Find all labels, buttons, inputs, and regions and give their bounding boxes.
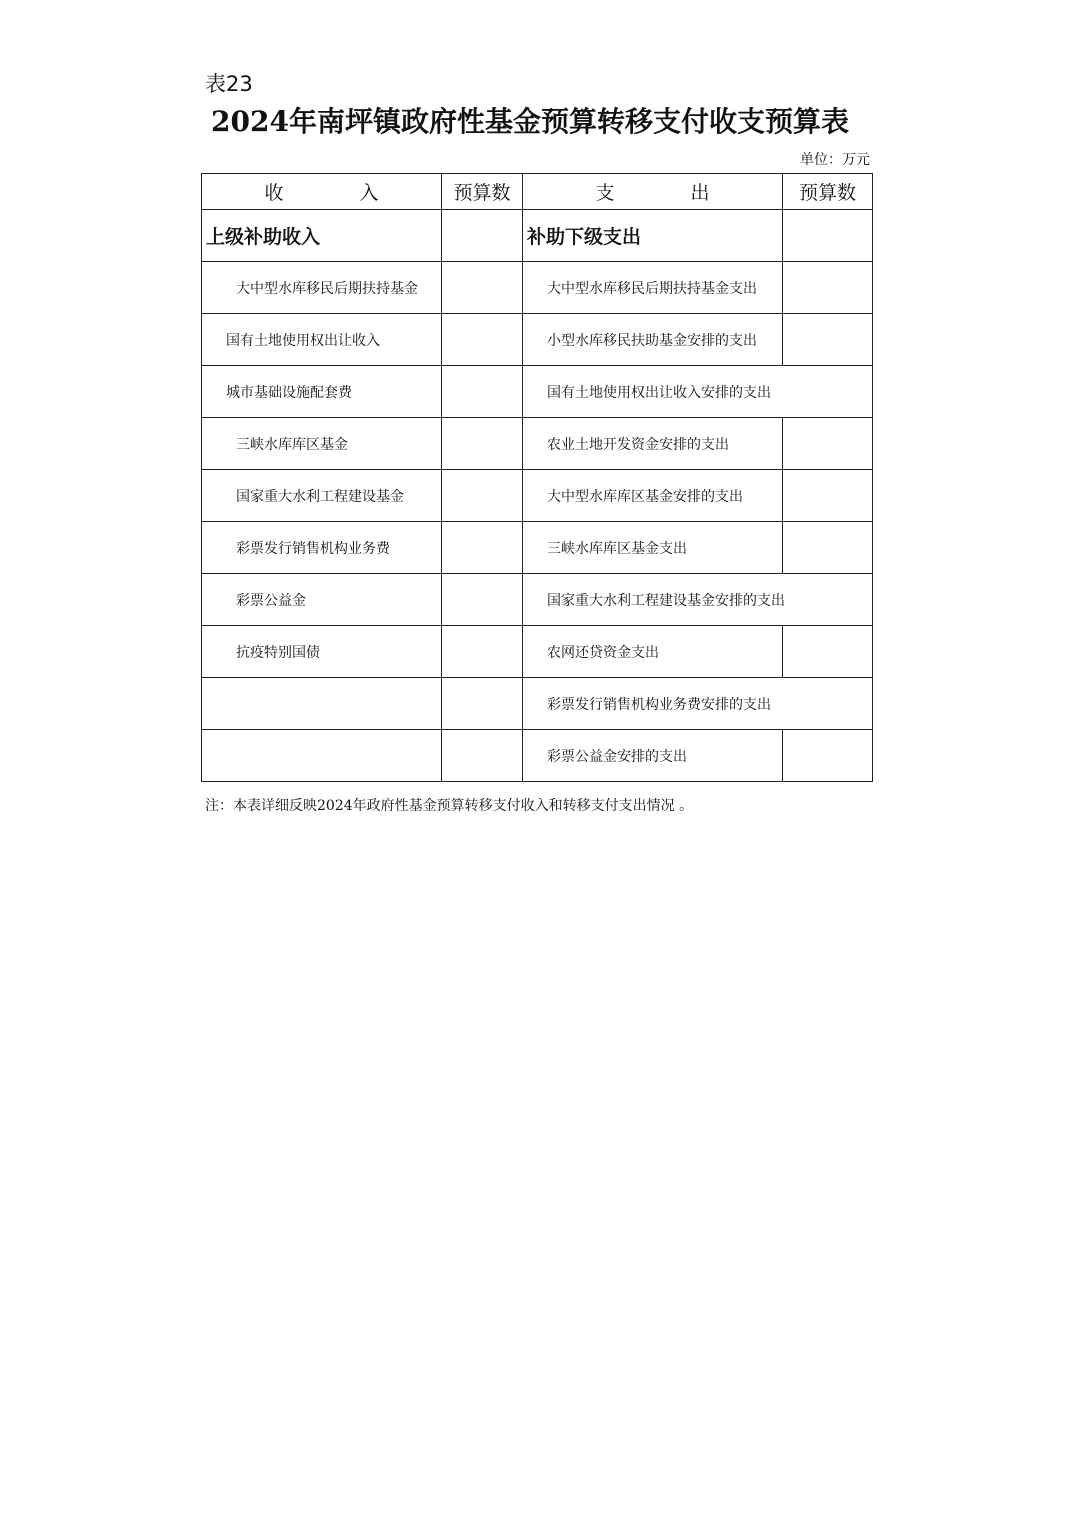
- income-item: 城市基础设施配套费: [202, 366, 442, 418]
- income-item: 国家重大水利工程建设基金: [202, 470, 442, 522]
- income-item: 大中型水库移民后期扶持基金: [202, 262, 442, 314]
- footnote: 注：本表详细反映2024年政府性基金预算转移支付收入和转移支付支出情况 。: [205, 798, 694, 814]
- income-value: [442, 314, 523, 366]
- expense-value: [783, 418, 873, 470]
- income-value: [442, 470, 523, 522]
- header-expense: 支 出: [523, 174, 783, 210]
- income-value: [442, 262, 523, 314]
- table-row: [202, 574, 873, 626]
- income-value: [442, 678, 523, 730]
- expense-item: 彩票发行销售机构业务费安排的支出: [523, 678, 873, 730]
- income-item: 三峡水库库区基金: [202, 418, 442, 470]
- header-income-budget: 预算数: [442, 174, 523, 210]
- expense-item: 农业土地开发资金安排的支出: [523, 418, 783, 470]
- income-item: 彩票公益金: [202, 574, 442, 626]
- income-item: 彩票发行销售机构业务费: [202, 522, 442, 574]
- section-expense: 补助下级支出: [523, 210, 783, 262]
- table-row: [202, 626, 873, 678]
- table-row: [202, 470, 873, 522]
- income-value: [442, 366, 523, 418]
- expense-item: 三峡水库库区基金支出: [523, 522, 783, 574]
- table-row: [202, 366, 873, 418]
- table-header-row: [202, 174, 873, 210]
- expense-value: [783, 262, 873, 314]
- table-number: 表23: [205, 72, 253, 96]
- table-row: [202, 262, 873, 314]
- income-item: 国有土地使用权出让收入: [202, 314, 442, 366]
- table-row: [202, 522, 873, 574]
- expense-item: 农网还贷资金支出: [523, 626, 783, 678]
- table-row: [202, 418, 873, 470]
- page-title: 2024年南坪镇政府性基金预算转移支付收支预算表: [211, 105, 849, 138]
- section-income-value: [442, 210, 523, 262]
- header-income: 收 入: [202, 174, 442, 210]
- section-income: 上级补助收入: [202, 210, 442, 262]
- section-expense-value: [783, 210, 873, 262]
- expense-item: 大中型水库库区基金安排的支出: [523, 470, 783, 522]
- expense-item: 彩票公益金安排的支出: [523, 730, 783, 782]
- income-value: [442, 626, 523, 678]
- table-row: [202, 314, 873, 366]
- expense-item: 大中型水库移民后期扶持基金支出: [523, 262, 783, 314]
- income-item: [202, 730, 442, 782]
- expense-value: [783, 522, 873, 574]
- section-row: [202, 210, 873, 262]
- unit-label: 单位：万元: [800, 152, 870, 168]
- expense-value: [783, 730, 873, 782]
- income-value: [442, 730, 523, 782]
- expense-value: [783, 470, 873, 522]
- income-value: [442, 574, 523, 626]
- expense-item: 国家重大水利工程建设基金安排的支出: [523, 574, 873, 626]
- expense-item: 国有土地使用权出让收入安排的支出: [523, 366, 873, 418]
- expense-value: [783, 626, 873, 678]
- income-value: [442, 418, 523, 470]
- expense-item: 小型水库移民扶助基金安排的支出: [523, 314, 783, 366]
- table-row: [202, 678, 873, 730]
- income-value: [442, 522, 523, 574]
- expense-value: [783, 314, 873, 366]
- header-expense-budget: 预算数: [783, 174, 873, 210]
- income-item: 抗疫特别国债: [202, 626, 442, 678]
- income-item: [202, 678, 442, 730]
- budget-table: [201, 173, 873, 782]
- table-row: [202, 730, 873, 782]
